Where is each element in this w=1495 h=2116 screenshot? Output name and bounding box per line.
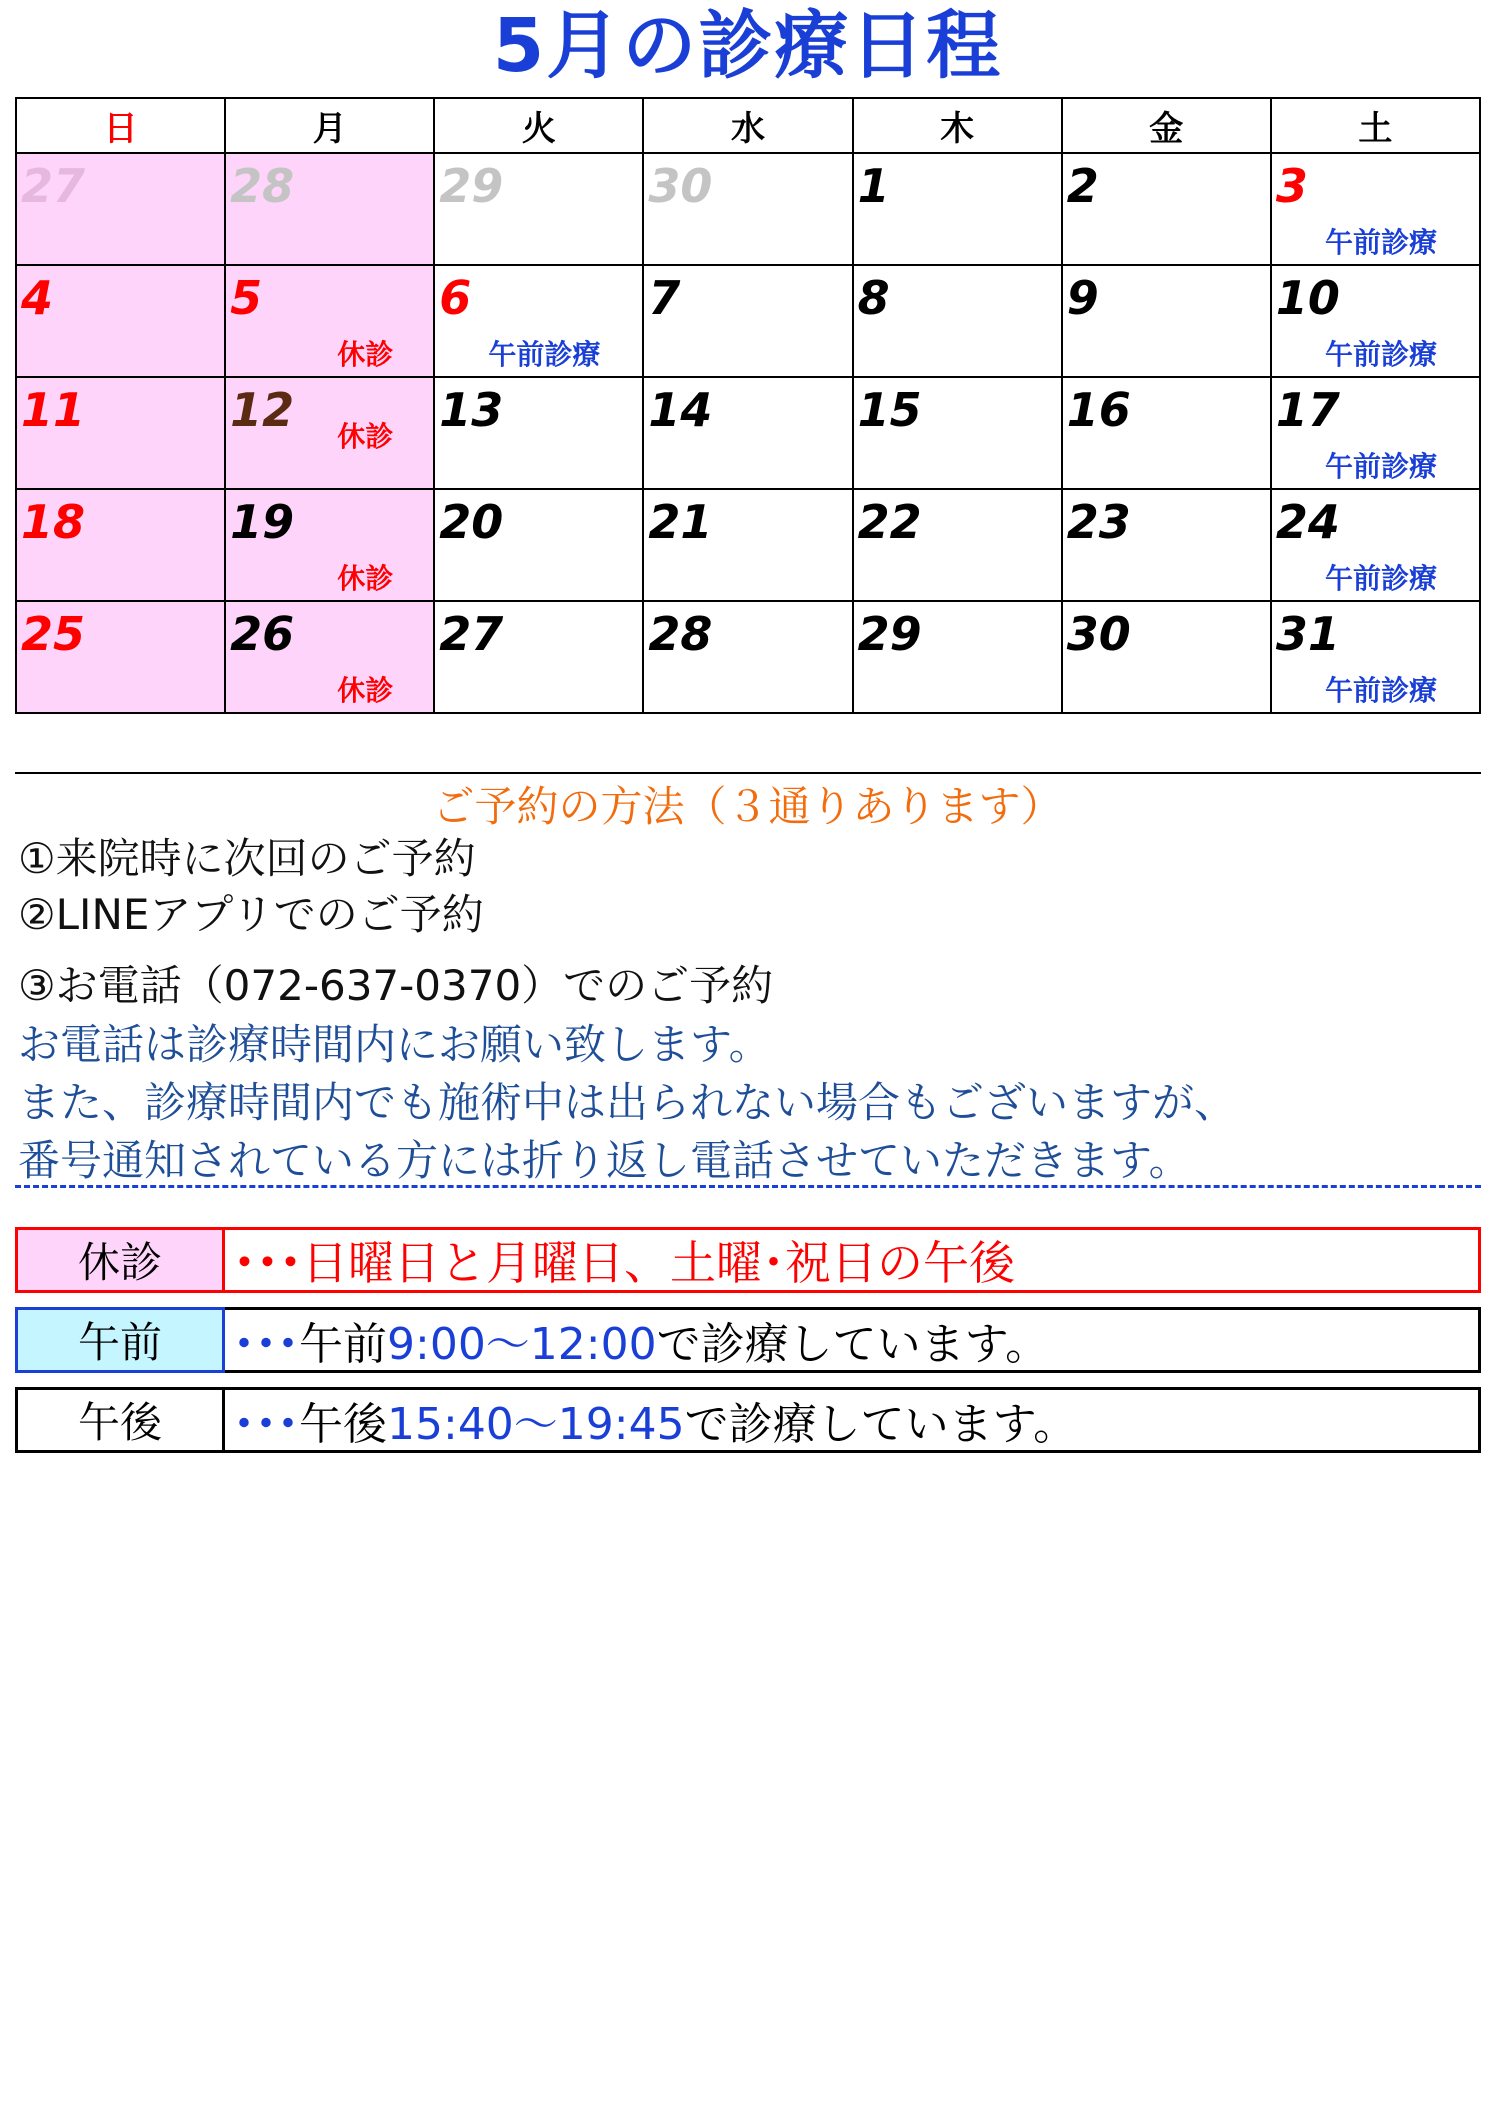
reservation-method-2: ②LINEアプリでのご予約 bbox=[18, 890, 484, 939]
closed-label: 休診 bbox=[337, 674, 394, 707]
calendar-day-cell bbox=[434, 153, 643, 265]
calendar-day-cell bbox=[225, 265, 434, 377]
phone-note-1: お電話は診療時間内にお願い致します。 bbox=[18, 1020, 771, 1069]
legend-closed-dots: ･･･ bbox=[233, 1236, 302, 1290]
calendar-day-cell bbox=[853, 601, 1062, 713]
calendar-day-cell bbox=[1062, 153, 1271, 265]
legend-afternoon-dots: ･･･ bbox=[233, 1399, 299, 1450]
day-number: 30 bbox=[648, 159, 713, 213]
calendar-day-cell bbox=[225, 601, 434, 713]
calendar-week-row bbox=[16, 265, 1480, 377]
legend-closed bbox=[15, 1227, 1481, 1293]
calendar-day-cell bbox=[434, 265, 643, 377]
calendar-day-cell bbox=[853, 489, 1062, 601]
legend-morning-dots: ･･･ bbox=[233, 1319, 299, 1370]
legend-afternoon-hours: 15:40～19:45 bbox=[387, 1399, 685, 1450]
day-number: 11 bbox=[21, 383, 86, 437]
phone-note-2: また、診療時間内でも施術中は出られない場合もございますが、 bbox=[18, 1078, 1237, 1127]
legend-closed-value bbox=[225, 1230, 1478, 1290]
day-number: 27 bbox=[439, 607, 504, 661]
calendar-day-cell bbox=[643, 489, 852, 601]
weekday-friday: 金 bbox=[1062, 98, 1271, 153]
calendar-day-cell bbox=[225, 153, 434, 265]
day-number: 25 bbox=[21, 607, 86, 661]
calendar-day-cell bbox=[225, 377, 434, 489]
weekday-tuesday: 火 bbox=[434, 98, 643, 153]
legend-afternoon bbox=[15, 1387, 1481, 1453]
legend-morning-prefix: 午前 bbox=[299, 1319, 387, 1370]
legend-afternoon-label: 午後 bbox=[18, 1390, 225, 1450]
weekday-thursday: 木 bbox=[853, 98, 1062, 153]
calendar-day-cell bbox=[1062, 265, 1271, 377]
day-number: 8 bbox=[857, 271, 890, 325]
dashed-underline bbox=[15, 1185, 1481, 1188]
day-number: 29 bbox=[857, 607, 922, 661]
calendar-day-cell bbox=[1271, 601, 1480, 713]
calendar-day-cell bbox=[1271, 489, 1480, 601]
morning-only-label: 午前診療 bbox=[1324, 450, 1437, 483]
morning-only-label: 午前診療 bbox=[488, 338, 601, 371]
phone-note-3: 番号通知されている方には折り返し電話させていただきます。 bbox=[18, 1136, 1191, 1185]
day-number: 7 bbox=[648, 271, 681, 325]
day-number: 5 bbox=[230, 271, 263, 325]
calendar-day-cell bbox=[643, 601, 852, 713]
calendar-day-cell bbox=[643, 377, 852, 489]
calendar-day-cell bbox=[643, 153, 852, 265]
day-number: 31 bbox=[1275, 607, 1340, 661]
legend-morning bbox=[15, 1307, 1481, 1373]
closed-label: 休診 bbox=[337, 420, 394, 453]
day-number: 19 bbox=[230, 495, 295, 549]
calendar-table bbox=[15, 97, 1481, 714]
day-number: 2 bbox=[1066, 159, 1099, 213]
day-number: 27 bbox=[21, 159, 86, 213]
day-number: 6 bbox=[439, 271, 472, 325]
day-number: 3 bbox=[1275, 159, 1308, 213]
calendar-day-cell bbox=[643, 265, 852, 377]
day-number: 4 bbox=[21, 271, 54, 325]
reservation-title: ご予約の方法（３通りあります） bbox=[432, 782, 1063, 831]
day-number: 30 bbox=[1066, 607, 1131, 661]
reservation-method-3: ③お電話（072-637-0370）でのご予約 bbox=[18, 961, 774, 1010]
calendar-day-cell bbox=[853, 377, 1062, 489]
legend-closed-label: 休診 bbox=[18, 1230, 225, 1290]
calendar-day-cell bbox=[1271, 377, 1480, 489]
legend-morning-label: 午前 bbox=[15, 1307, 225, 1373]
calendar-day-cell bbox=[16, 153, 225, 265]
day-number: 20 bbox=[439, 495, 504, 549]
closed-label: 休診 bbox=[337, 562, 394, 595]
day-number: 12 bbox=[230, 383, 295, 437]
day-number: 24 bbox=[1275, 495, 1340, 549]
legend-afternoon-suffix: で診療しています。 bbox=[684, 1399, 1078, 1450]
calendar-week-row bbox=[16, 489, 1480, 601]
calendar-day-cell bbox=[1271, 265, 1480, 377]
day-number: 13 bbox=[439, 383, 504, 437]
calendar-day-cell bbox=[16, 377, 225, 489]
calendar-week-row bbox=[16, 377, 1480, 489]
day-number: 29 bbox=[439, 159, 504, 213]
weekday-wednesday: 水 bbox=[643, 98, 852, 153]
calendar-week-row bbox=[16, 153, 1480, 265]
morning-only-label: 午前診療 bbox=[1324, 674, 1437, 707]
day-number: 26 bbox=[230, 607, 295, 661]
calendar-day-cell bbox=[16, 601, 225, 713]
day-number: 28 bbox=[230, 159, 295, 213]
calendar-day-cell bbox=[1062, 377, 1271, 489]
calendar-day-cell bbox=[1271, 153, 1480, 265]
legend-morning-value bbox=[225, 1310, 1478, 1370]
calendar-day-cell bbox=[434, 601, 643, 713]
reservation-method-1: ①来院時に次回のご予約 bbox=[18, 834, 476, 883]
calendar-day-cell bbox=[1062, 601, 1271, 713]
day-number: 18 bbox=[21, 495, 86, 549]
morning-only-label: 午前診療 bbox=[1324, 562, 1437, 595]
day-number: 14 bbox=[648, 383, 713, 437]
weekday-monday: 月 bbox=[225, 98, 434, 153]
day-number: 10 bbox=[1275, 271, 1340, 325]
weekday-header-row bbox=[16, 98, 1480, 153]
calendar-day-cell bbox=[16, 265, 225, 377]
legend-closed-text: 日曜日と月曜日、土曜･祝日の午後 bbox=[302, 1236, 1015, 1290]
day-number: 21 bbox=[648, 495, 713, 549]
legend-morning-hours: 9:00～12:00 bbox=[387, 1319, 657, 1370]
day-number: 16 bbox=[1066, 383, 1131, 437]
calendar-day-cell bbox=[434, 377, 643, 489]
legend-afternoon-prefix: 午後 bbox=[299, 1399, 387, 1450]
weekday-saturday: 土 bbox=[1271, 98, 1480, 153]
day-number: 15 bbox=[857, 383, 922, 437]
calendar-day-cell bbox=[853, 265, 1062, 377]
legend-morning-suffix: で診療しています。 bbox=[656, 1319, 1050, 1370]
calendar-day-cell bbox=[225, 489, 434, 601]
calendar-body bbox=[16, 153, 1480, 713]
calendar-day-cell bbox=[16, 489, 225, 601]
weekday-sunday: 日 bbox=[16, 98, 225, 153]
day-number: 22 bbox=[857, 495, 922, 549]
page-title: 5月の診療日程 bbox=[492, 3, 1003, 89]
calendar-week-row bbox=[16, 601, 1480, 713]
closed-label: 休診 bbox=[337, 338, 394, 371]
day-number: 17 bbox=[1275, 383, 1340, 437]
day-number: 9 bbox=[1066, 271, 1099, 325]
legend-afternoon-value bbox=[225, 1390, 1478, 1450]
day-number: 28 bbox=[648, 607, 713, 661]
morning-only-label: 午前診療 bbox=[1324, 226, 1437, 259]
day-number: 1 bbox=[857, 159, 890, 213]
calendar-day-cell bbox=[1062, 489, 1271, 601]
morning-only-label: 午前診療 bbox=[1324, 338, 1437, 371]
calendar-day-cell bbox=[853, 153, 1062, 265]
calendar-day-cell bbox=[434, 489, 643, 601]
day-number: 23 bbox=[1066, 495, 1131, 549]
